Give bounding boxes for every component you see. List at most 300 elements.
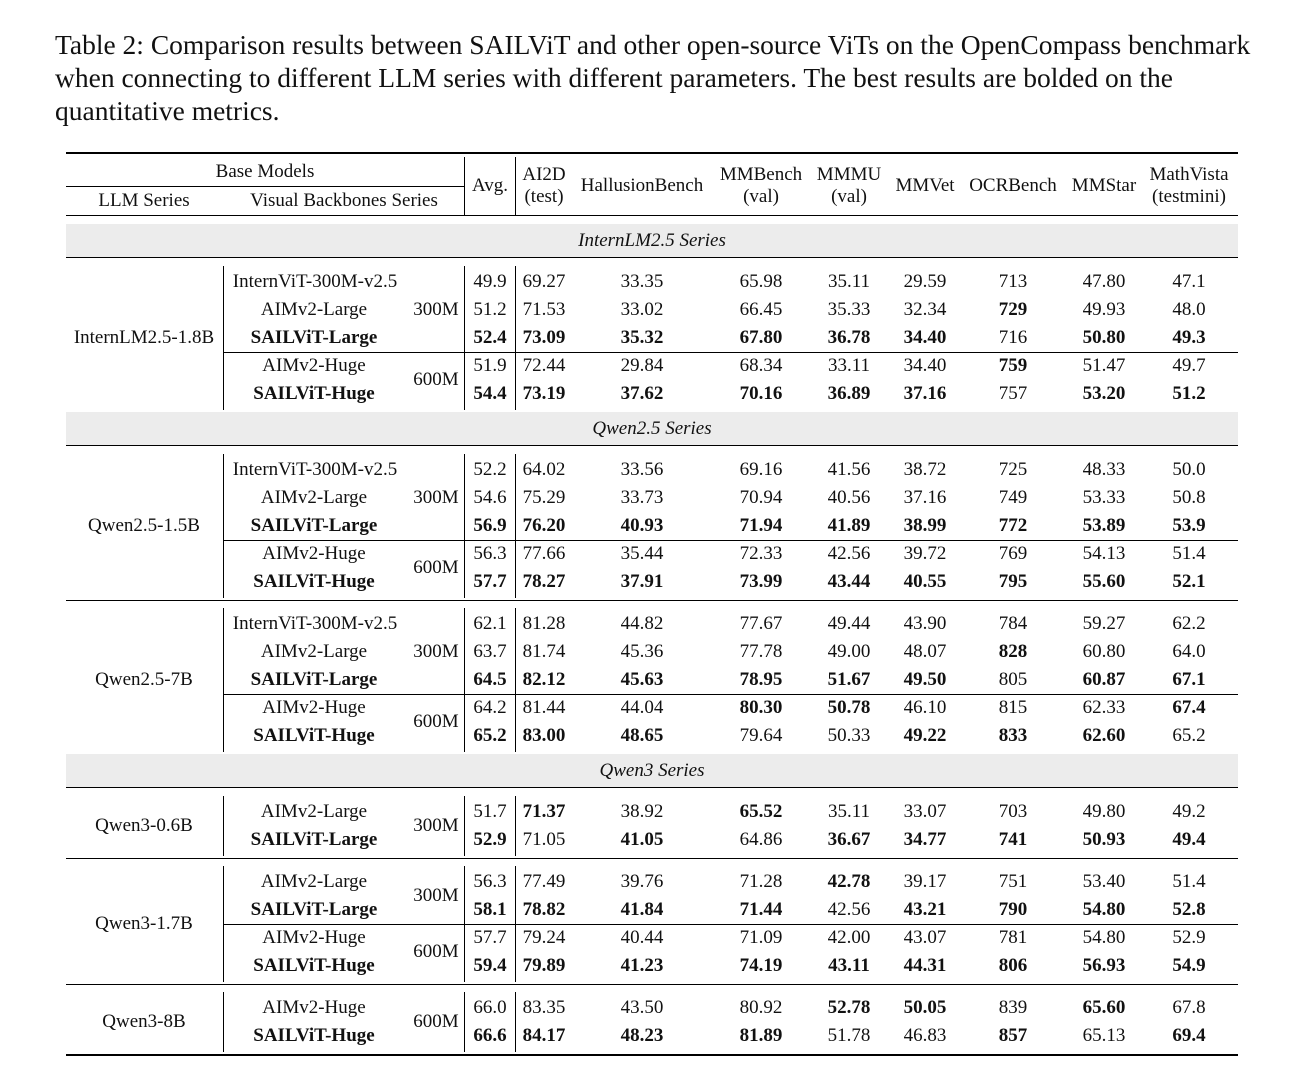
backbone-name: SAILViT-Large: [250, 829, 378, 850]
param-size: 300M: [413, 641, 459, 662]
section-title: InternLM2.5 Series: [578, 230, 726, 251]
cell-metric-3: 70.94: [739, 487, 783, 508]
cell-metric-8: 67.1: [1172, 669, 1206, 690]
cell-metric-2: 44.82: [620, 613, 664, 634]
cell-metric-4: 42.56: [827, 543, 871, 564]
cell-avg: 52.2: [473, 459, 507, 480]
cell-metric-5: 33.07: [903, 801, 947, 822]
block-rule: [66, 984, 1238, 985]
backbone-name: AIMv2-Large: [260, 299, 368, 320]
header-metric-4-sub: (val): [831, 186, 867, 207]
cell-metric-7: 54.13: [1082, 543, 1126, 564]
cell-metric-2: 37.91: [620, 571, 664, 592]
cell-metric-5: 50.05: [903, 997, 947, 1018]
cell-metric-5: 38.72: [903, 459, 947, 480]
cell-metric-3: 65.52: [739, 801, 783, 822]
param-size: 600M: [413, 1011, 459, 1032]
cell-metric-8: 49.7: [1172, 355, 1206, 376]
cell-metric-5: 40.55: [903, 571, 947, 592]
cell-metric-8: 69.4: [1172, 1025, 1206, 1046]
cell-metric-8: 50.8: [1172, 487, 1206, 508]
cell-metric-5: 49.22: [903, 725, 947, 746]
cell-metric-4: 36.67: [827, 829, 871, 850]
cell-metric-7: 49.93: [1082, 299, 1126, 320]
param-size: 600M: [413, 369, 459, 390]
llm-name: Qwen2.5-7B: [95, 669, 193, 690]
llm-name: Qwen2.5-1.5B: [88, 515, 200, 536]
metric-separator: [515, 992, 516, 1052]
cell-metric-6: 839: [998, 997, 1028, 1018]
cell-metric-6: 805: [998, 669, 1028, 690]
cell-metric-7: 62.60: [1082, 725, 1126, 746]
cell-metric-6: 769: [998, 543, 1028, 564]
section-rule: [66, 445, 1238, 446]
cell-metric-7: 59.27: [1082, 613, 1126, 634]
param-size: 300M: [413, 815, 459, 836]
cell-avg: 51.9: [473, 355, 507, 376]
cell-metric-7: 60.80: [1082, 641, 1126, 662]
param-size: 300M: [413, 885, 459, 906]
cell-metric-1: 69.27: [522, 271, 566, 292]
cell-metric-5: 38.99: [903, 515, 947, 536]
cell-metric-8: 51.4: [1172, 543, 1206, 564]
cell-metric-7: 53.20: [1082, 383, 1126, 404]
cell-metric-6: 833: [998, 725, 1028, 746]
metric-separator: [515, 266, 516, 410]
cell-metric-1: 73.19: [522, 383, 566, 404]
cell-metric-3: 68.34: [739, 355, 783, 376]
cell-metric-7: 65.60: [1082, 997, 1126, 1018]
cell-metric-3: 71.09: [739, 927, 783, 948]
cell-avg: 63.7: [473, 641, 507, 662]
param-size: 600M: [413, 941, 459, 962]
cell-metric-2: 35.44: [620, 543, 664, 564]
cell-avg: 54.4: [473, 383, 507, 404]
cell-metric-7: 53.40: [1082, 871, 1126, 892]
cell-avg: 62.1: [473, 613, 507, 634]
cell-avg: 56.9: [473, 515, 507, 536]
cell-metric-5: 37.16: [903, 383, 947, 404]
cell-metric-2: 45.63: [620, 669, 664, 690]
cell-metric-3: 71.28: [739, 871, 783, 892]
cell-metric-1: 77.66: [522, 543, 566, 564]
cell-metric-6: 725: [998, 459, 1028, 480]
cell-metric-3: 72.33: [739, 543, 783, 564]
backbone-name: InternViT-300M-v2.5: [232, 613, 398, 634]
cell-avg: 58.1: [473, 899, 507, 920]
header-metric-4: MMMU: [816, 164, 882, 185]
cell-metric-5: 34.40: [903, 355, 947, 376]
metric-separator: [515, 454, 516, 598]
backbone-name: SAILViT-Huge: [253, 955, 375, 976]
cell-metric-8: 52.9: [1172, 927, 1206, 948]
cell-metric-6: 713: [998, 271, 1028, 292]
cell-metric-2: 33.56: [620, 459, 664, 480]
cell-metric-8: 51.2: [1172, 383, 1206, 404]
cell-metric-4: 49.44: [827, 613, 871, 634]
header-separator: [464, 157, 465, 215]
cell-metric-7: 60.87: [1082, 669, 1126, 690]
cell-metric-1: 71.53: [522, 299, 566, 320]
cell-metric-4: 36.78: [827, 327, 871, 348]
cell-metric-1: 71.37: [522, 801, 566, 822]
cell-metric-6: 795: [998, 571, 1028, 592]
cell-avg: 64.5: [473, 669, 507, 690]
section-rule: [66, 787, 1238, 788]
cell-metric-7: 56.93: [1082, 955, 1126, 976]
cell-metric-1: 64.02: [522, 459, 566, 480]
param-size: 600M: [413, 557, 459, 578]
cell-metric-7: 49.80: [1082, 801, 1126, 822]
cell-metric-3: 69.16: [739, 459, 783, 480]
cell-metric-8: 64.0: [1172, 641, 1206, 662]
backbone-name: AIMv2-Large: [260, 871, 368, 892]
cell-metric-5: 48.07: [903, 641, 947, 662]
cell-metric-3: 79.64: [739, 725, 783, 746]
cell-metric-8: 51.4: [1172, 871, 1206, 892]
cell-metric-6: 749: [998, 487, 1028, 508]
cell-metric-1: 83.35: [522, 997, 566, 1018]
cell-metric-7: 48.33: [1082, 459, 1126, 480]
cell-avg: 64.2: [473, 697, 507, 718]
cell-metric-2: 29.84: [620, 355, 664, 376]
cell-metric-3: 81.89: [739, 1025, 783, 1046]
cell-metric-4: 50.78: [827, 697, 871, 718]
cell-metric-8: 49.3: [1172, 327, 1206, 348]
cell-metric-5: 34.40: [903, 327, 947, 348]
cell-metric-1: 71.05: [522, 829, 566, 850]
cell-metric-1: 79.24: [522, 927, 566, 948]
cell-avg: 56.3: [473, 543, 507, 564]
backbone-name: SAILViT-Huge: [253, 1025, 375, 1046]
cell-metric-6: 790: [998, 899, 1028, 920]
header-metric-6: OCRBench: [969, 175, 1057, 196]
llm-name: Qwen3-8B: [102, 1011, 186, 1032]
cell-metric-2: 33.02: [620, 299, 664, 320]
cell-metric-1: 75.29: [522, 487, 566, 508]
cell-metric-4: 33.11: [827, 355, 871, 376]
backbone-name: AIMv2-Huge: [262, 997, 366, 1018]
cell-metric-5: 43.07: [903, 927, 947, 948]
cell-metric-4: 42.00: [827, 927, 871, 948]
header-bottom-rule: [66, 215, 1238, 216]
cell-metric-8: 49.2: [1172, 801, 1206, 822]
cell-metric-6: 806: [998, 955, 1028, 976]
llm-separator: [223, 454, 224, 598]
cell-metric-2: 33.73: [620, 487, 664, 508]
table-top-rule: [66, 152, 1238, 154]
cell-metric-3: 71.94: [739, 515, 783, 536]
cell-metric-8: 49.4: [1172, 829, 1206, 850]
cell-metric-1: 81.44: [522, 697, 566, 718]
cell-metric-4: 42.78: [827, 871, 871, 892]
metric-separator: [515, 608, 516, 752]
cell-metric-7: 53.89: [1082, 515, 1126, 536]
cell-metric-3: 71.44: [739, 899, 783, 920]
header-metric-1: AI2D: [522, 164, 566, 185]
metric-separator: [515, 796, 516, 856]
cell-metric-2: 45.36: [620, 641, 664, 662]
cell-avg: 57.7: [473, 927, 507, 948]
cell-metric-4: 41.56: [827, 459, 871, 480]
table-bottom-rule: [66, 1054, 1238, 1056]
param-size: 300M: [413, 299, 459, 320]
cell-metric-3: 66.45: [739, 299, 783, 320]
backbone-name: SAILViT-Huge: [253, 571, 375, 592]
cell-metric-4: 36.89: [827, 383, 871, 404]
cell-metric-7: 47.80: [1082, 271, 1126, 292]
backbone-name: InternViT-300M-v2.5: [232, 271, 398, 292]
cell-metric-2: 41.23: [620, 955, 664, 976]
cell-metric-8: 47.1: [1172, 271, 1206, 292]
cell-metric-4: 50.33: [827, 725, 871, 746]
backbone-name: SAILViT-Huge: [253, 383, 375, 404]
cell-metric-4: 35.11: [827, 271, 871, 292]
block-rule: [66, 858, 1238, 859]
cell-metric-3: 73.99: [739, 571, 783, 592]
cell-metric-4: 41.89: [827, 515, 871, 536]
cell-metric-3: 64.86: [739, 829, 783, 850]
cell-metric-2: 41.84: [620, 899, 664, 920]
cell-avg: 57.7: [473, 571, 507, 592]
comparison-table: [66, 152, 1238, 1046]
cell-metric-5: 34.77: [903, 829, 947, 850]
cell-metric-7: 50.80: [1082, 327, 1126, 348]
cell-metric-8: 48.0: [1172, 299, 1206, 320]
cell-metric-6: 784: [998, 613, 1028, 634]
cell-avg: 66.6: [473, 1025, 507, 1046]
cell-metric-8: 52.1: [1172, 571, 1206, 592]
backbone-name: SAILViT-Large: [250, 899, 378, 920]
backbone-name: SAILViT-Huge: [253, 725, 375, 746]
cell-metric-6: 751: [998, 871, 1028, 892]
cell-metric-3: 74.19: [739, 955, 783, 976]
cell-avg: 51.7: [473, 801, 507, 822]
llm-separator: [223, 266, 224, 410]
cell-metric-1: 79.89: [522, 955, 566, 976]
section-title: Qwen2.5 Series: [592, 418, 712, 439]
cell-metric-3: 67.80: [739, 327, 783, 348]
cell-metric-1: 73.09: [522, 327, 566, 348]
header-metric-8: MathVista: [1149, 164, 1229, 185]
cell-metric-6: 741: [998, 829, 1028, 850]
cell-metric-6: 703: [998, 801, 1028, 822]
cell-metric-6: 759: [998, 355, 1028, 376]
param-size: 300M: [413, 487, 459, 508]
header-visual-backbones: Visual Backbones Series: [250, 190, 438, 211]
cell-metric-2: 37.62: [620, 383, 664, 404]
group-rule: [223, 694, 1238, 695]
cell-metric-5: 39.72: [903, 543, 947, 564]
cell-metric-2: 39.76: [620, 871, 664, 892]
cell-metric-6: 781: [998, 927, 1028, 948]
cell-avg: 59.4: [473, 955, 507, 976]
llm-name: Qwen3-0.6B: [95, 815, 193, 836]
backbone-name: AIMv2-Large: [260, 801, 368, 822]
section-title: Qwen3 Series: [599, 760, 705, 781]
cell-metric-7: 53.33: [1082, 487, 1126, 508]
cell-avg: 54.6: [473, 487, 507, 508]
group-rule: [223, 924, 1238, 925]
avg-separator: [464, 608, 465, 752]
header-metric-7: MMStar: [1071, 175, 1137, 196]
cell-metric-8: 65.2: [1172, 725, 1206, 746]
group-rule: [223, 540, 1238, 541]
cell-metric-1: 78.82: [522, 899, 566, 920]
cell-metric-5: 39.17: [903, 871, 947, 892]
avg-separator: [464, 454, 465, 598]
cell-metric-3: 65.98: [739, 271, 783, 292]
header-metric-5: MMVet: [895, 175, 955, 196]
cell-metric-5: 49.50: [903, 669, 947, 690]
cell-metric-1: 77.49: [522, 871, 566, 892]
cell-metric-1: 82.12: [522, 669, 566, 690]
backbone-name: InternViT-300M-v2.5: [232, 459, 398, 480]
llm-separator: [223, 608, 224, 752]
backbone-name: AIMv2-Huge: [262, 543, 366, 564]
cell-metric-5: 32.34: [903, 299, 947, 320]
cell-metric-3: 78.95: [739, 669, 783, 690]
cell-metric-8: 67.4: [1172, 697, 1206, 718]
cell-metric-2: 48.65: [620, 725, 664, 746]
cell-avg: 56.3: [473, 871, 507, 892]
cell-metric-5: 46.83: [903, 1025, 947, 1046]
cell-metric-4: 52.78: [827, 997, 871, 1018]
cell-metric-5: 29.59: [903, 271, 947, 292]
header-metric-8-sub: (testmini): [1152, 186, 1226, 207]
cell-metric-7: 62.33: [1082, 697, 1126, 718]
avg-separator: [464, 992, 465, 1052]
cell-metric-3: 77.67: [739, 613, 783, 634]
cell-metric-8: 62.2: [1172, 613, 1206, 634]
cell-metric-1: 81.28: [522, 613, 566, 634]
cell-avg: 52.9: [473, 829, 507, 850]
cell-avg: 52.4: [473, 327, 507, 348]
cell-metric-2: 33.35: [620, 271, 664, 292]
cell-metric-7: 55.60: [1082, 571, 1126, 592]
cell-metric-1: 72.44: [522, 355, 566, 376]
avg-separator: [464, 796, 465, 856]
cell-metric-4: 40.56: [827, 487, 871, 508]
cell-metric-8: 50.0: [1172, 459, 1206, 480]
header-mid-rule: [66, 186, 464, 187]
cell-metric-3: 77.78: [739, 641, 783, 662]
cell-avg: 66.0: [473, 997, 507, 1018]
header-metric-1-sub: (test): [524, 186, 564, 207]
header-separator: [515, 157, 516, 215]
cell-metric-3: 80.92: [739, 997, 783, 1018]
cell-metric-4: 43.11: [828, 955, 870, 976]
cell-metric-5: 37.16: [903, 487, 947, 508]
header-avg: Avg.: [471, 175, 509, 196]
cell-metric-6: 828: [998, 641, 1028, 662]
cell-metric-8: 54.9: [1172, 955, 1206, 976]
cell-metric-7: 54.80: [1082, 899, 1126, 920]
cell-metric-8: 67.8: [1172, 997, 1206, 1018]
llm-separator: [223, 866, 224, 982]
cell-metric-1: 83.00: [522, 725, 566, 746]
cell-metric-5: 46.10: [903, 697, 947, 718]
backbone-name: AIMv2-Large: [260, 487, 368, 508]
llm-name: Qwen3-1.7B: [95, 913, 193, 934]
cell-metric-6: 772: [998, 515, 1028, 536]
cell-metric-2: 40.44: [620, 927, 664, 948]
cell-metric-4: 51.67: [827, 669, 871, 690]
backbone-name: AIMv2-Huge: [262, 355, 366, 376]
llm-name: InternLM2.5-1.8B: [73, 327, 215, 348]
backbone-name: AIMv2-Large: [260, 641, 368, 662]
section-rule: [66, 257, 1238, 258]
cell-metric-4: 43.44: [827, 571, 871, 592]
cell-avg: 51.2: [473, 299, 507, 320]
cell-metric-2: 38.92: [620, 801, 664, 822]
table-caption: Table 2: Comparison results between SAILViT and other open-source ViTs on the OpenCompass benchmark when connecting to different LLM series with different parameters. The best results are bolded on the quantitative metrics.: [55, 29, 1251, 126]
cell-metric-2: 48.23: [620, 1025, 664, 1046]
cell-metric-6: 815: [998, 697, 1028, 718]
cell-avg: 65.2: [473, 725, 507, 746]
cell-metric-5: 43.21: [903, 899, 947, 920]
cell-metric-7: 51.47: [1082, 355, 1126, 376]
metric-separator: [515, 866, 516, 982]
cell-metric-7: 50.93: [1082, 829, 1126, 850]
cell-metric-1: 84.17: [522, 1025, 566, 1046]
cell-metric-5: 43.90: [903, 613, 947, 634]
cell-metric-1: 81.74: [522, 641, 566, 662]
header-base-models: Base Models: [215, 161, 315, 182]
cell-metric-1: 78.27: [522, 571, 566, 592]
cell-metric-2: 41.05: [620, 829, 664, 850]
cell-metric-3: 70.16: [739, 383, 783, 404]
cell-metric-4: 51.78: [827, 1025, 871, 1046]
cell-metric-4: 35.33: [827, 299, 871, 320]
block-rule: [66, 600, 1238, 601]
cell-metric-4: 35.11: [827, 801, 871, 822]
cell-metric-7: 54.80: [1082, 927, 1126, 948]
cell-metric-5: 44.31: [903, 955, 947, 976]
backbone-name: SAILViT-Large: [250, 669, 378, 690]
cell-metric-3: 80.30: [739, 697, 783, 718]
cell-metric-6: 857: [998, 1025, 1028, 1046]
header-llm-series: LLM Series: [98, 190, 190, 211]
cell-metric-6: 757: [998, 383, 1028, 404]
cell-metric-2: 44.04: [620, 697, 664, 718]
cell-metric-8: 53.9: [1172, 515, 1206, 536]
avg-separator: [464, 866, 465, 982]
backbone-name: SAILViT-Large: [250, 515, 378, 536]
avg-separator: [464, 266, 465, 410]
param-size: 600M: [413, 711, 459, 732]
cell-metric-2: 40.93: [620, 515, 664, 536]
llm-separator: [223, 992, 224, 1052]
cell-metric-4: 42.56: [827, 899, 871, 920]
llm-separator: [223, 796, 224, 856]
cell-metric-2: 35.32: [620, 327, 664, 348]
group-rule: [223, 352, 1238, 353]
cell-metric-4: 49.00: [827, 641, 871, 662]
cell-metric-1: 76.20: [522, 515, 566, 536]
header-metric-2: HallusionBench: [580, 175, 704, 196]
backbone-name: AIMv2-Huge: [262, 697, 366, 718]
cell-metric-8: 52.8: [1172, 899, 1206, 920]
cell-metric-7: 65.13: [1082, 1025, 1126, 1046]
cell-metric-6: 729: [998, 299, 1028, 320]
cell-avg: 49.9: [473, 271, 507, 292]
cell-metric-2: 43.50: [620, 997, 664, 1018]
header-metric-3: MMBench: [719, 164, 803, 185]
cell-metric-6: 716: [998, 327, 1028, 348]
backbone-name: SAILViT-Large: [250, 327, 378, 348]
header-metric-3-sub: (val): [743, 186, 779, 207]
